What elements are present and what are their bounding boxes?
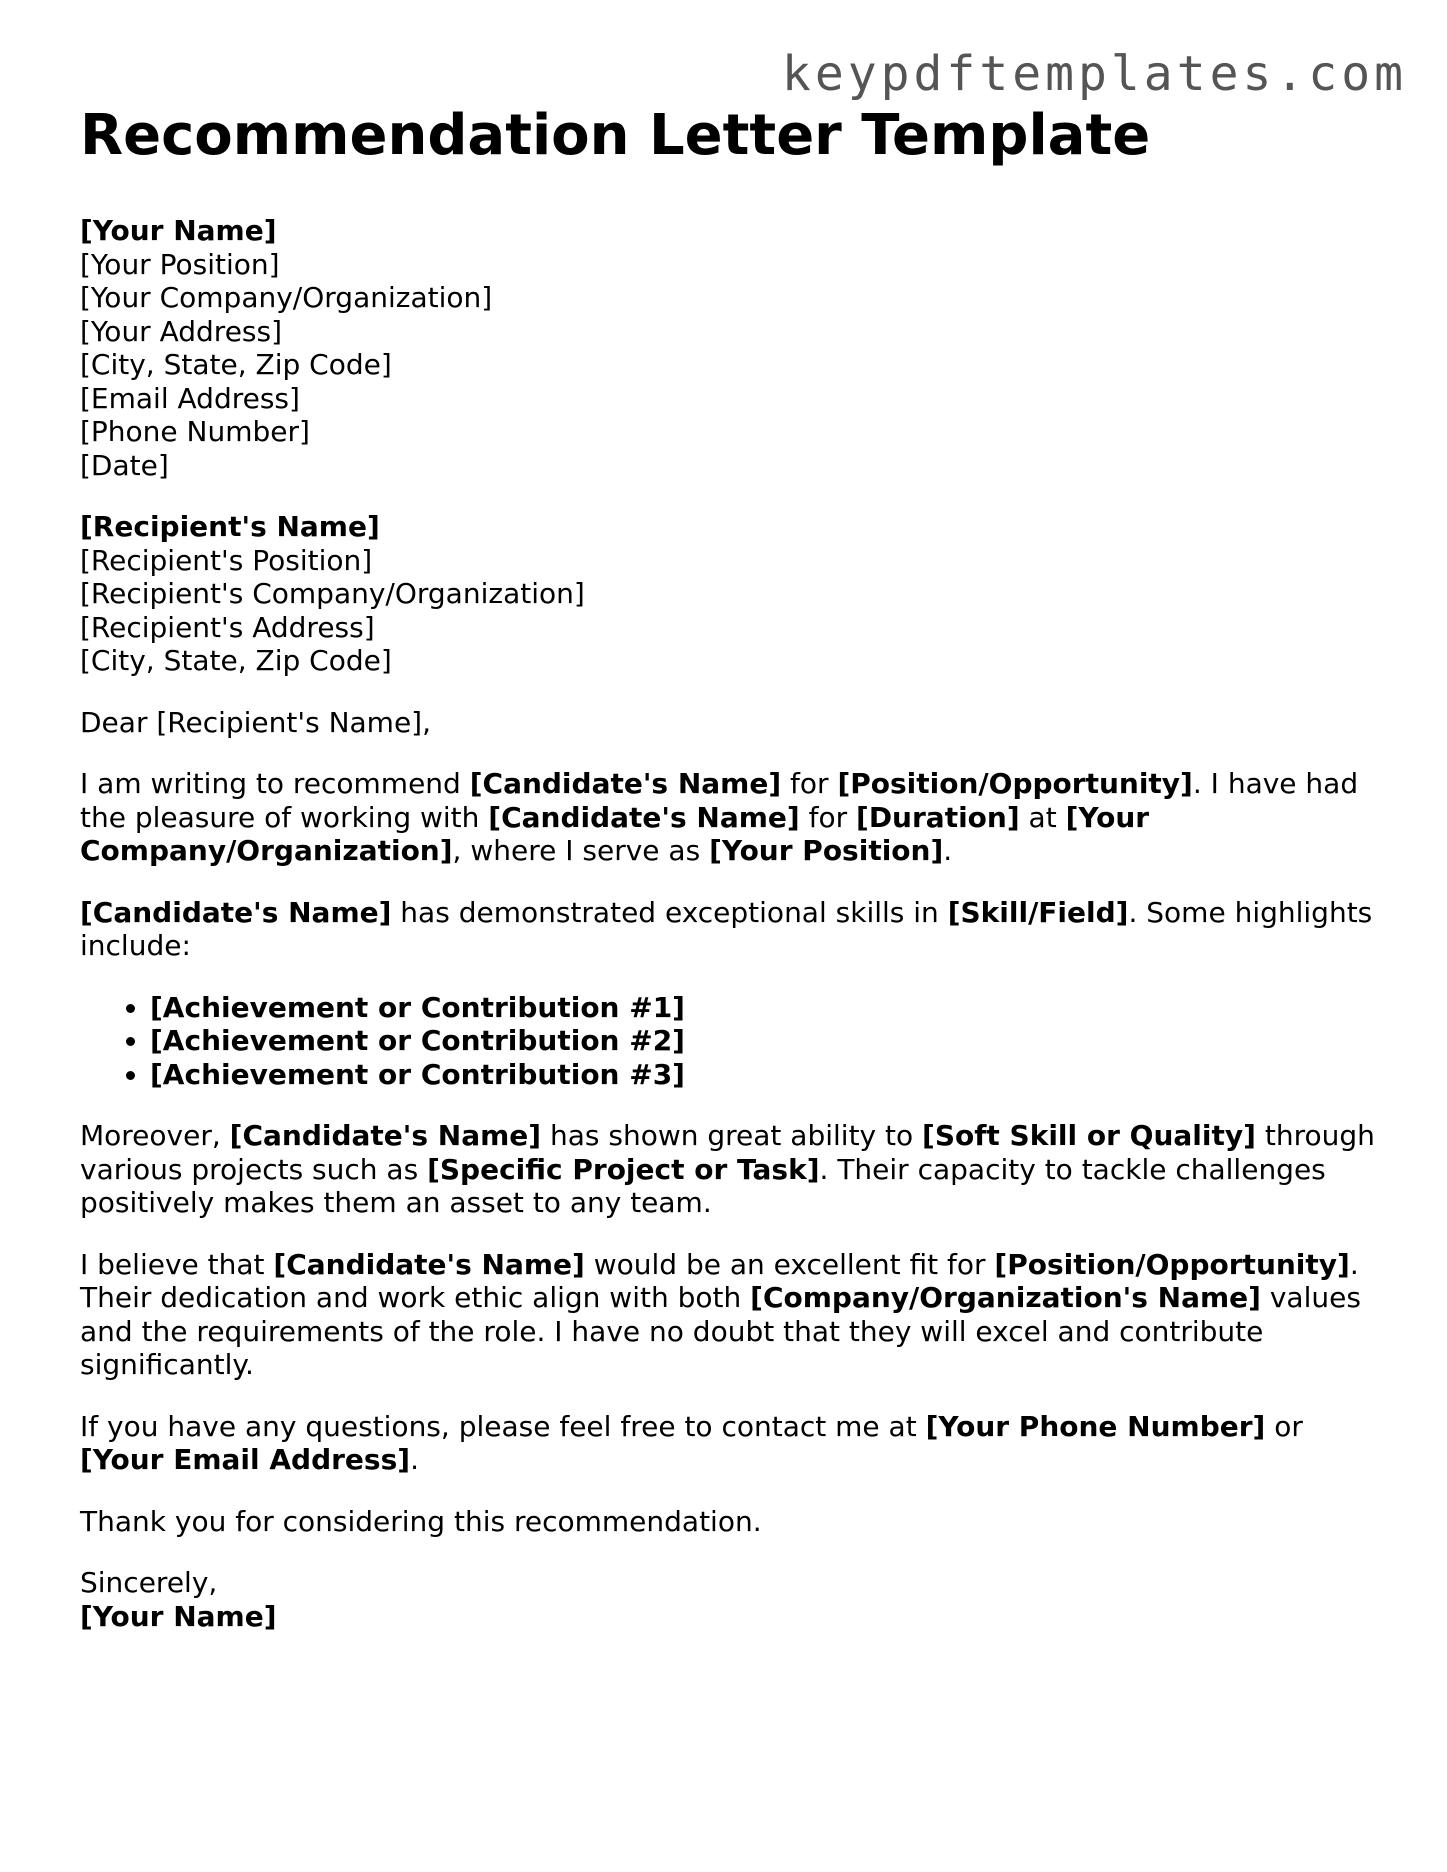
- text: has shown great ability to: [541, 1119, 923, 1152]
- position-opportunity: [Position/Opportunity]: [837, 767, 1193, 800]
- sender-city: [City, State, Zip Code]: [80, 348, 392, 381]
- sender-phone: [Phone Number]: [80, 415, 310, 448]
- your-company: [Your Company/Organization]: [80, 800, 1150, 867]
- signature: [Your Name]: [80, 1599, 277, 1633]
- sender-name: [Your Name]: [80, 214, 277, 247]
- text: . I have had the pleasure of working with: [80, 767, 1359, 834]
- list-item: • [Achievement or Contribution #3]: [150, 1058, 1380, 1092]
- candidate-name: [Candidate's Name]: [80, 895, 392, 929]
- text: at: [1019, 800, 1066, 834]
- text: . Their capacity to tackle challenges positively makes them an asset to any team.: [80, 1152, 1326, 1219]
- recipient-address: [Recipient's Address]: [80, 610, 375, 644]
- company-name: [Company/Organization's Name]: [750, 1281, 1261, 1314]
- text: would be an excellent fit for: [584, 1247, 995, 1281]
- list-item: • [Achievement or Contribution #2]: [150, 1024, 1380, 1058]
- your-email-address: [Your Email Address]: [80, 1443, 411, 1476]
- candidate-name: [Candidate's Name]: [488, 800, 800, 834]
- sender-email: [Email Address]: [80, 381, 300, 415]
- paragraph-fit: [80, 1248, 1380, 1382]
- text: for: [799, 800, 857, 834]
- paragraph-contact: [80, 1410, 1380, 1477]
- text: If you have any questions, please feel free to contact me at: [80, 1409, 926, 1443]
- sender-position: [Your Position]: [80, 247, 280, 281]
- your-phone-number: [Your Phone Number]: [925, 1409, 1266, 1443]
- closing: Sincerely,: [80, 1566, 218, 1599]
- soft-skill: [Soft Skill or Quality]: [922, 1119, 1256, 1152]
- sender-address: [Your Address]: [80, 314, 283, 348]
- achievements-list: [80, 991, 1380, 1092]
- text: . Some highlights include:: [80, 895, 1373, 962]
- text: I believe that: [80, 1247, 274, 1281]
- recipient-name: [Recipient's Name]: [80, 510, 380, 543]
- candidate-name: [Candidate's Name]: [273, 1247, 585, 1281]
- watermark: keypdftemplates.com: [781, 46, 1407, 102]
- text: .: [410, 1443, 419, 1476]
- text: .: [943, 834, 953, 867]
- text: or: [1265, 1409, 1303, 1443]
- recipient-position: [Recipient's Position]: [80, 543, 373, 577]
- text: I am writing to recommend: [80, 767, 470, 800]
- text: for: [781, 767, 838, 800]
- list-item: • [Achievement or Contribution #1]: [150, 991, 1380, 1025]
- recipient-company: [Recipient's Company/Organization]: [80, 577, 585, 610]
- thanks-line: Thank you for considering this recommendation.: [80, 1504, 762, 1538]
- paragraph-intro: [80, 767, 1380, 868]
- sender-company: [Your Company/Organization]: [80, 281, 493, 314]
- text: . Their dedication and work ethic align with both: [80, 1247, 1359, 1314]
- skill-field: [Skill/Field]: [947, 895, 1129, 929]
- text: through various projects such as: [80, 1119, 1375, 1186]
- recipient-city: [City, State, Zip Code]: [80, 644, 392, 677]
- greeting: Dear [Recipient's Name],: [80, 705, 431, 739]
- candidate-name: [Candidate's Name]: [469, 767, 782, 800]
- paragraph-skills: [80, 896, 1380, 963]
- text: values and the requirements of the role. I have no doubt that they will excel and contribute significantly.: [80, 1281, 1361, 1381]
- text: Moreover,: [80, 1119, 230, 1152]
- position-opportunity: [Position/Opportunity]: [994, 1247, 1350, 1281]
- candidate-name: [Candidate's Name]: [229, 1119, 542, 1152]
- duration: [Duration]: [856, 800, 1020, 834]
- your-position: [Your Position]: [709, 834, 944, 867]
- specific-project: [Specific Project or Task]: [427, 1152, 820, 1186]
- sender-date: [Date]: [80, 448, 169, 482]
- letter-page: [80, 100, 1380, 1633]
- sender-block: [80, 214, 1380, 482]
- text: , where I serve as: [452, 834, 710, 867]
- recipient-block: [80, 510, 1380, 678]
- text: has demonstrated exceptional skills in: [391, 895, 948, 929]
- page-title: Recommendation Letter Template: [80, 103, 1151, 168]
- paragraph-soft-skills: [80, 1119, 1380, 1220]
